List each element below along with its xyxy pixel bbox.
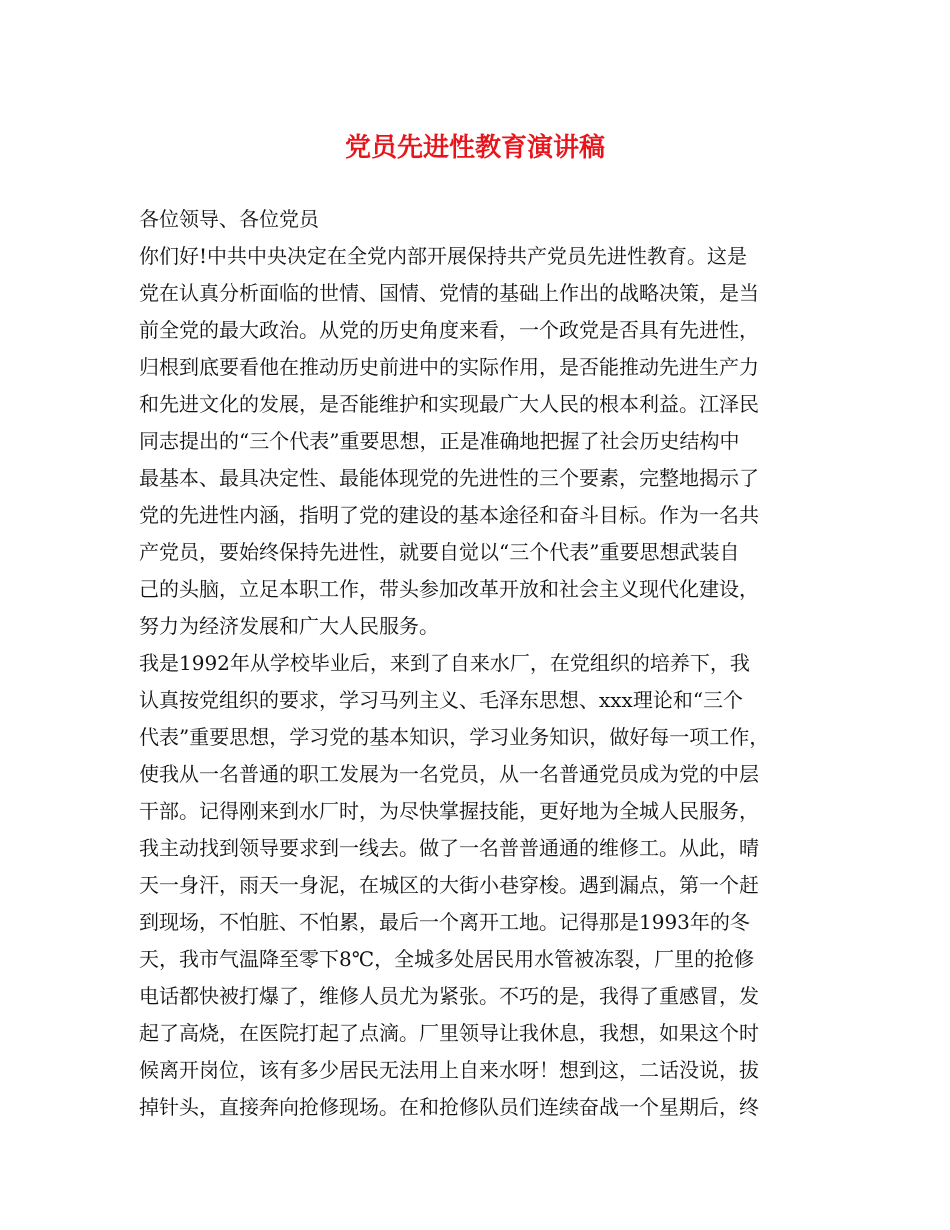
body-line: 起了高烧，在医院打起了点滴。厂里领导让我休息，我想，如果这个时: [139, 1021, 759, 1045]
body-line: 己的头脑，立足本职工作，带头参加改革开放和社会主义现代化建设，: [139, 577, 759, 601]
body-line: 天，我市气温降至零下8℃，全城多处居民用水管被冻裂，厂里的抢修: [139, 947, 755, 971]
body-line: 努力为经济发展和广大人民服务。: [139, 614, 439, 638]
body-line: 各位领导、各位党员: [139, 207, 319, 231]
body-line: 干部。记得刚来到水厂时，为尽快掌握技能，更好地为全城人民服务，: [139, 799, 759, 823]
body-line: 归根到底要看他在推动历史前进中的实际作用，是否能推动先进生产力: [139, 355, 759, 379]
body-line: 使我从一名普通的职工发展为一名党员，从一名普通党员成为党的中层: [139, 762, 759, 786]
body-line: 候离开岗位，该有多少居民无法用上自来水呀！想到这，二话没说，拔: [139, 1058, 759, 1082]
body-line: 最基本、最具决定性、最能体现党的先进性的三个要素，完整地揭示了: [139, 466, 759, 490]
body-line: 认真按党组织的要求，学习马列主义、毛泽东思想、xxx理论和“三个: [139, 688, 744, 712]
document-title: 党员先进性教育演讲稿: [344, 133, 605, 163]
body-line: 我是1992年从学校毕业后，来到了自来水厂，在党组织的培养下，我: [139, 651, 750, 675]
body-line: 掉针头，直接奔向抢修现场。在和抢修队员们连续奋战一个星期后，终: [139, 1095, 759, 1119]
body-line: 你们好!中共中央决定在全党内部开展保持共产党员先进性教育。这是: [139, 244, 748, 268]
body-line: 电话都快被打爆了，维修人员尤为紧张。不巧的是，我得了重感冒，发: [139, 984, 759, 1008]
body-line: 前全党的最大政治。从党的历史角度来看，一个政党是否具有先进性，: [139, 318, 759, 342]
body-line: 产党员，要始终保持先进性，就要自觉以“三个代表”重要思想武装自: [139, 540, 740, 564]
body-line: 和先进文化的发展，是否能维护和实现最广大人民的根本利益。江泽民: [139, 392, 759, 416]
body-line: 天一身汗，雨天一身泥，在城区的大街小巷穿梭。遇到漏点，第一个赶: [139, 873, 759, 897]
body-line: 到现场，不怕脏、不怕累，最后一个离开工地。记得那是1993年的冬: [139, 910, 750, 934]
body-line: 代表”重要思想，学习党的基本知识，学习业务知识，做好每一项工作，: [139, 725, 770, 749]
body-line: 党的先进性内涵，指明了党的建设的基本途径和奋斗目标。作为一名共: [139, 503, 759, 527]
body-line: 党在认真分析面临的世情、国情、党情的基础上作出的战略决策，是当: [139, 281, 759, 305]
body-line: 同志提出的“三个代表”重要思想，正是准确地把握了社会历史结构中: [139, 429, 740, 453]
body-line: 我主动找到领导要求到一线去。做了一名普普通通的维修工。从此，晴: [139, 836, 759, 860]
